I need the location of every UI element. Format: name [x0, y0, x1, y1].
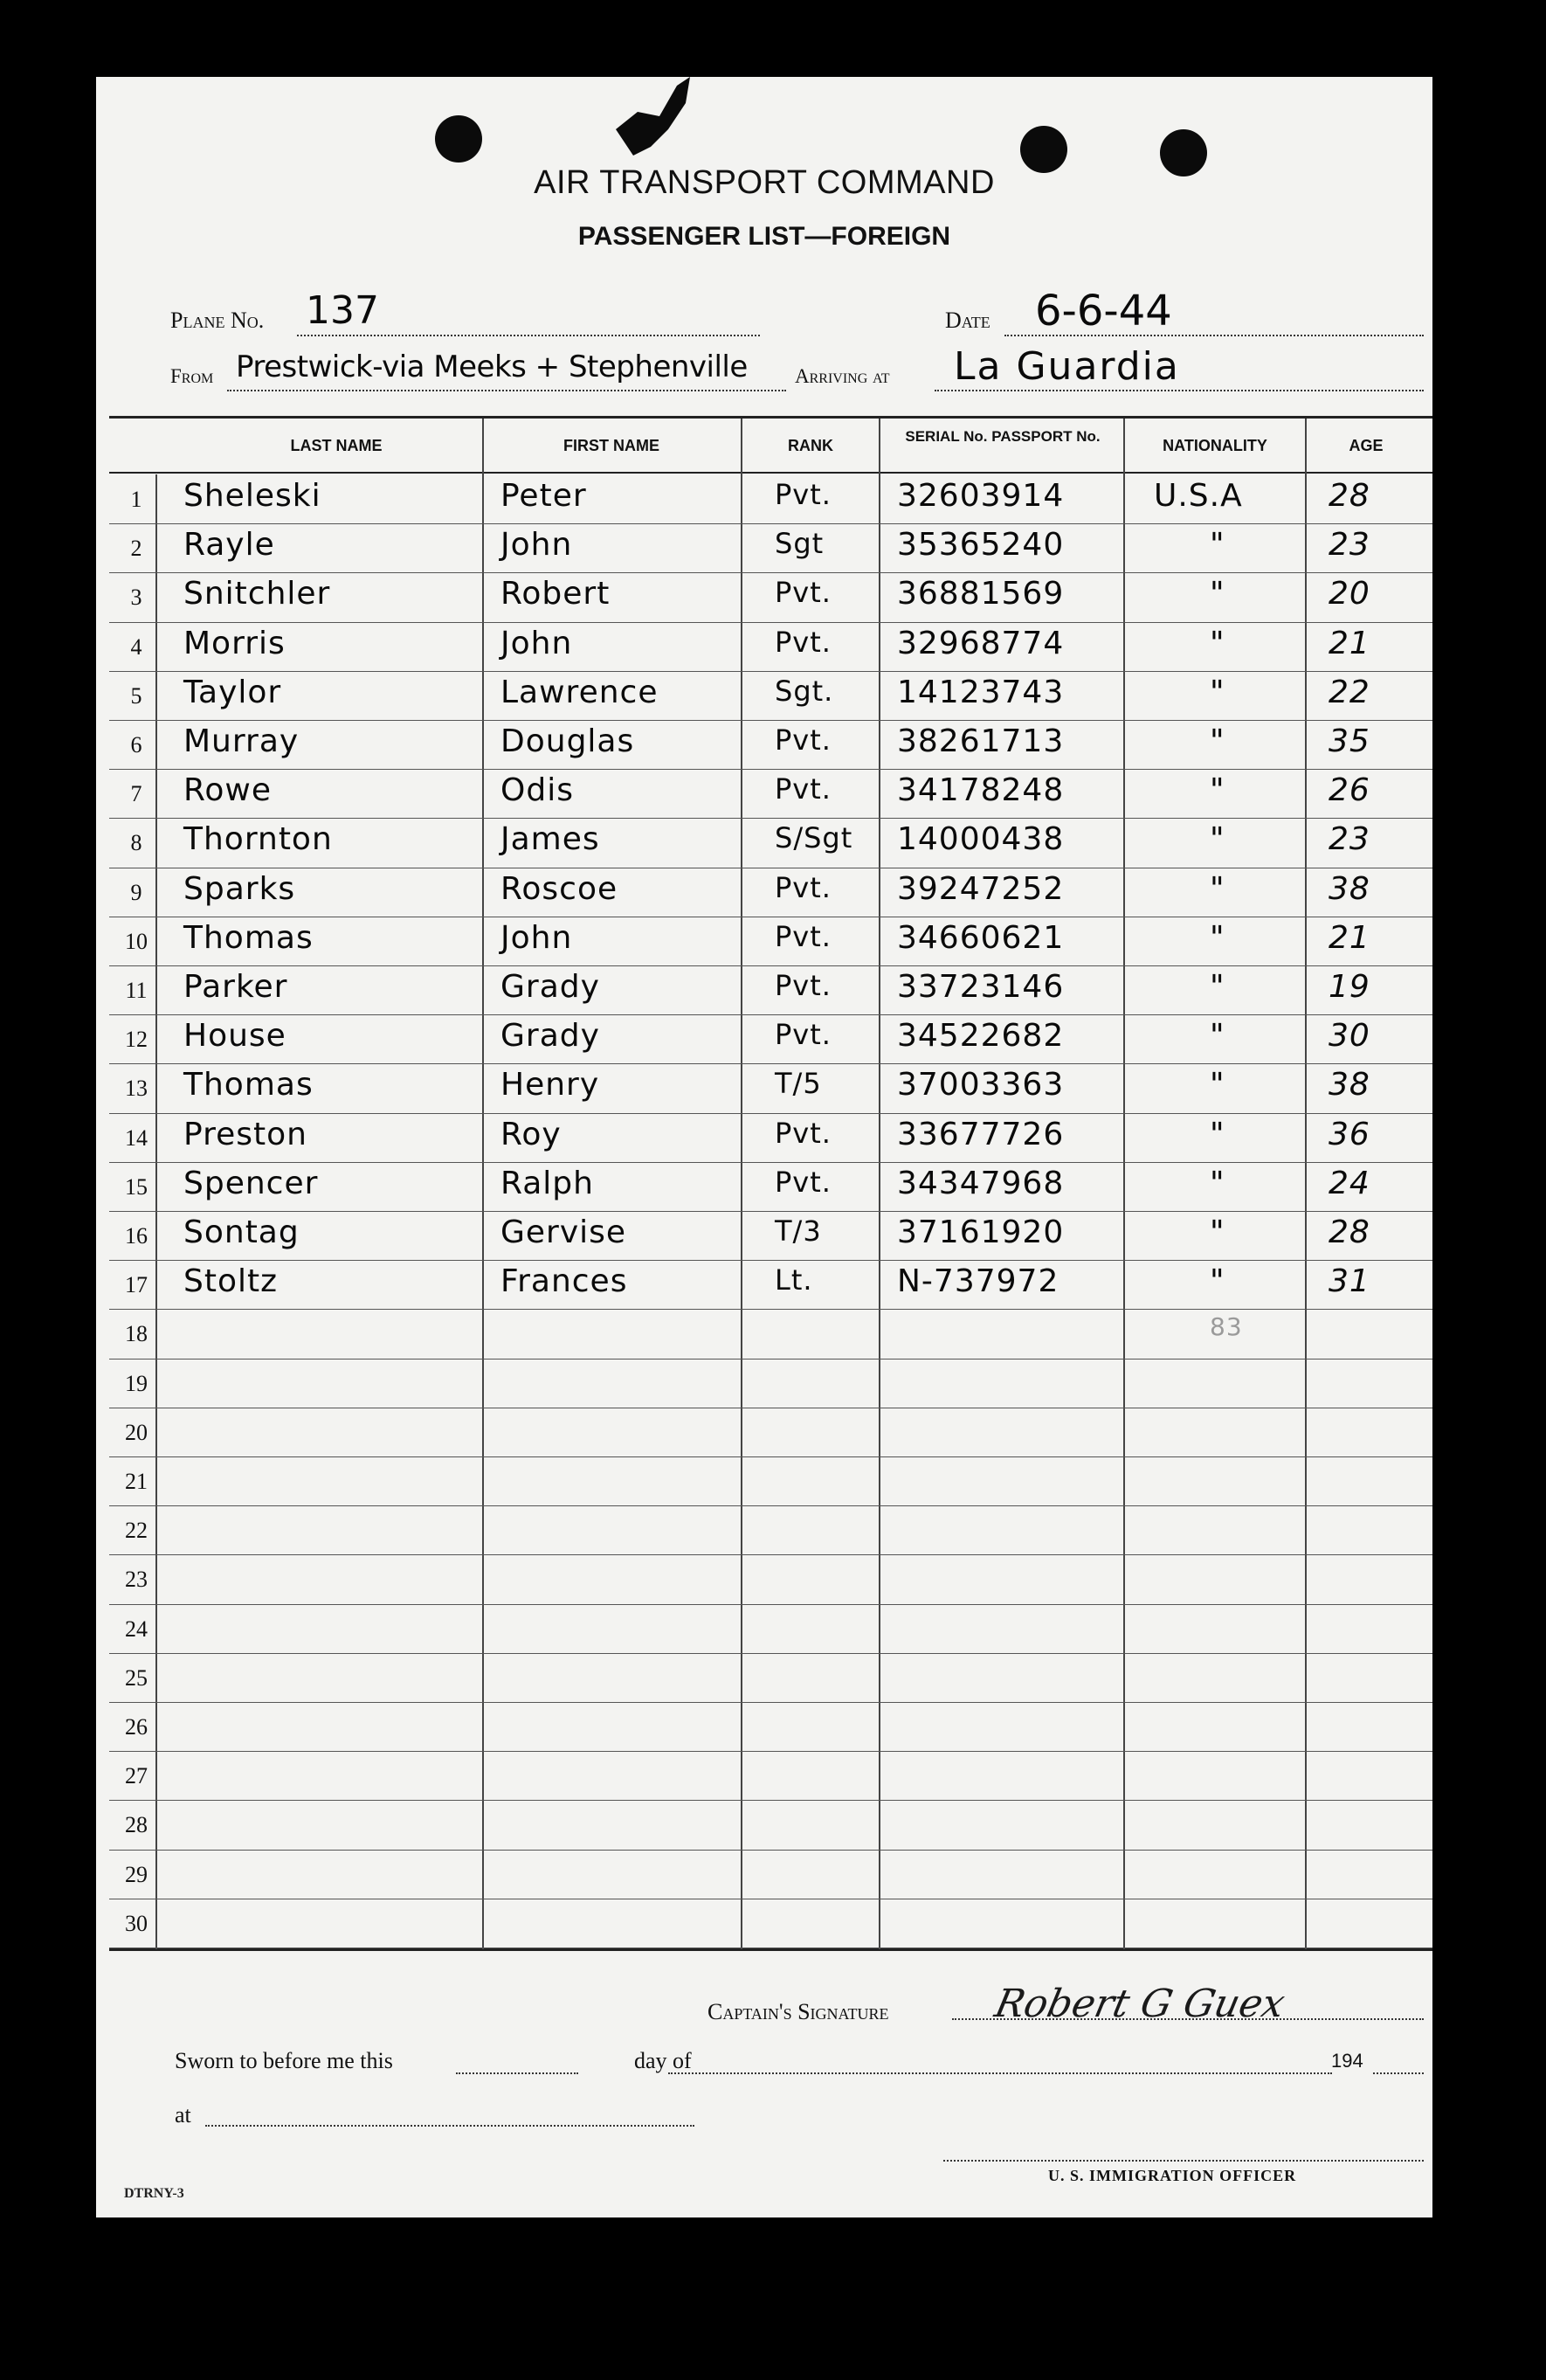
- table-row: [109, 818, 1432, 868]
- cell-rank: Pvt.: [775, 576, 832, 610]
- row-number: 3: [130, 585, 142, 611]
- cell-rank: T/3: [775, 1214, 822, 1248]
- table-row: [109, 965, 1432, 1015]
- row-number: 28: [125, 1812, 148, 1838]
- cell-age: 22: [1329, 674, 1370, 710]
- cell-first-name: John: [500, 625, 573, 661]
- cell-first-name: Frances: [500, 1263, 628, 1300]
- cell-age: 20: [1329, 576, 1370, 612]
- cell-nationality: ": [1210, 772, 1225, 809]
- cell-age: 21: [1329, 919, 1370, 956]
- form-code: DTRNY-3: [124, 2186, 184, 2201]
- officer-signature-line: [943, 2160, 1424, 2162]
- cell-last-name: Stoltz: [183, 1263, 279, 1300]
- cell-nationality: ": [1210, 527, 1225, 564]
- cell-rank: Pvt.: [775, 1116, 832, 1150]
- cell-last-name: Snitchler: [183, 576, 331, 612]
- immigration-officer-label: U. S. IMMIGRATION OFFICER: [1048, 2167, 1297, 2184]
- cell-serial-number: 14123743: [897, 674, 1065, 710]
- form-subtitle: PASSENGER LIST—FOREIGN: [577, 222, 951, 251]
- cell-serial-number: 32603914: [897, 478, 1065, 514]
- arriving-dotted-line: [935, 390, 1424, 391]
- form-title: AIR TRANSPORT COMMAND: [534, 164, 995, 201]
- row-number: 25: [125, 1664, 148, 1691]
- cell-serial-number: 34347968: [897, 1165, 1065, 1201]
- cell-nationality: ": [1210, 1067, 1225, 1104]
- sworn-label: Sworn to before me this: [175, 2048, 393, 2073]
- torn-corner-mark: [598, 77, 703, 164]
- captain-signature: Robert G Guex: [990, 1982, 1289, 2026]
- cell-last-name: House: [183, 1018, 286, 1055]
- row-number: 11: [125, 978, 148, 1003]
- table-row: [109, 523, 1432, 573]
- cell-rank: Pvt.: [775, 478, 832, 511]
- row-number: 13: [125, 1076, 148, 1102]
- cell-nationality: ": [1210, 1018, 1225, 1055]
- table-row: [109, 1751, 1432, 1801]
- cell-age: 24: [1329, 1165, 1370, 1201]
- cell-serial-number: N-737972: [897, 1263, 1059, 1300]
- row-number: 16: [125, 1223, 148, 1249]
- cell-rank: Pvt.: [775, 1018, 832, 1052]
- table-row: [109, 1309, 1432, 1359]
- cell-last-name: Thomas: [183, 919, 314, 956]
- table-row: [109, 474, 1432, 524]
- row-number: 20: [125, 1419, 148, 1445]
- table-row: [109, 868, 1432, 917]
- cell-first-name: Ralph: [500, 1165, 594, 1201]
- cell-age: 23: [1329, 527, 1370, 564]
- cell-serial-number: 32968774: [897, 625, 1065, 661]
- table-bottom-rule: [109, 1948, 1432, 1951]
- cell-first-name: Grady: [500, 969, 600, 1005]
- cell-last-name: Thomas: [183, 1067, 314, 1104]
- cell-serial-number: 35365240: [897, 527, 1065, 564]
- cell-serial-number: 39247252: [897, 870, 1065, 907]
- cell-nationality: ": [1210, 1214, 1225, 1250]
- date-value: 6-6-44: [1035, 287, 1172, 336]
- row-number: 1: [130, 487, 142, 512]
- cell-last-name: Sparks: [183, 870, 296, 907]
- cell-age: 38: [1329, 870, 1370, 907]
- row-number: 9: [130, 879, 142, 905]
- table-row: [109, 1899, 1432, 1948]
- table-row: [109, 1505, 1432, 1555]
- date-dotted-line: [1004, 335, 1424, 336]
- cell-first-name: Douglas: [500, 723, 635, 759]
- row-number: 18: [125, 1321, 148, 1347]
- table-row: [109, 1800, 1432, 1850]
- cell-rank: Pvt.: [775, 625, 832, 659]
- cell-rank: Sgt.: [775, 674, 834, 708]
- row-number: 6: [130, 732, 142, 758]
- cell-serial-number: 14000438: [897, 821, 1065, 858]
- cell-rank: Pvt.: [775, 969, 832, 1002]
- cell-age: 21: [1329, 625, 1370, 661]
- cell-last-name: Sheleski: [183, 478, 321, 514]
- cell-first-name: Roy: [500, 1116, 562, 1152]
- from-dotted-line: [227, 390, 786, 391]
- plane-label: Plane No.: [170, 308, 265, 333]
- punch-hole-left: [435, 115, 482, 163]
- arriving-label: Arriving at: [795, 365, 890, 387]
- cell-rank: Pvt.: [775, 772, 832, 806]
- cell-rank: T/5: [775, 1067, 822, 1101]
- table-header-rule: [109, 472, 1432, 474]
- cell-last-name: Preston: [183, 1116, 307, 1152]
- table-row: [109, 1604, 1432, 1654]
- row-number: 23: [125, 1567, 148, 1593]
- cell-first-name: Peter: [500, 478, 587, 514]
- cell-age: 19: [1329, 969, 1370, 1005]
- table-row: [109, 1014, 1432, 1064]
- cell-age: 26: [1329, 772, 1370, 809]
- col-header-rank: RANK: [788, 437, 833, 454]
- row-number: 26: [125, 1714, 148, 1740]
- passenger-list-form: [96, 77, 1432, 2217]
- cell-last-name: Thornton: [183, 821, 333, 858]
- cell-first-name: Lawrence: [500, 674, 659, 710]
- sworn-month-line: [668, 2072, 1332, 2074]
- cell-nationality: ": [1210, 576, 1225, 612]
- sworn-day-line: [456, 2072, 578, 2074]
- table-row: [109, 1408, 1432, 1457]
- from-label: From: [170, 365, 214, 387]
- plane-dotted-line: [297, 335, 760, 336]
- plane-number: 137: [306, 288, 379, 333]
- cell-last-name: Rowe: [183, 772, 273, 809]
- cell-nationality: ": [1210, 1116, 1225, 1152]
- cell-serial-number: 37161920: [897, 1214, 1065, 1250]
- table-row: [109, 1260, 1432, 1310]
- cell-first-name: Roscoe: [500, 870, 618, 907]
- cell-serial-number: 37003363: [897, 1067, 1065, 1104]
- table-row: [109, 1113, 1432, 1163]
- cell-nationality: ": [1210, 969, 1225, 1005]
- date-label: Date: [945, 308, 990, 333]
- row-number: 27: [125, 1763, 148, 1789]
- row-number: 24: [125, 1615, 148, 1642]
- captain-signature-label: Captain's Signature: [707, 1999, 889, 2024]
- cell-age: 31: [1329, 1263, 1370, 1300]
- table-row: [109, 917, 1432, 966]
- cell-serial-number: 34660621: [897, 919, 1065, 956]
- cell-last-name: Sontag: [183, 1214, 300, 1250]
- cell-rank: S/Sgt: [775, 821, 853, 855]
- table-row: [109, 671, 1432, 721]
- table-row: [109, 769, 1432, 819]
- table-row: [109, 720, 1432, 770]
- row-number: 12: [125, 1027, 148, 1053]
- row-number: 7: [130, 781, 142, 807]
- row-number: 29: [125, 1861, 148, 1887]
- cell-nationality: ": [1210, 723, 1225, 759]
- col-header-last-name: LAST NAME: [290, 437, 383, 454]
- table-top-rule: [109, 416, 1432, 419]
- cell-serial-number: 34178248: [897, 772, 1065, 809]
- cell-nationality: ": [1210, 919, 1225, 956]
- col-header-age: AGE: [1349, 437, 1384, 454]
- cell-age: 28: [1329, 1214, 1370, 1250]
- table-row: [109, 622, 1432, 672]
- table-row: [109, 1063, 1432, 1113]
- cell-nationality: ": [1210, 1165, 1225, 1201]
- cell-age: 30: [1329, 1018, 1370, 1055]
- cell-age: 35: [1329, 723, 1370, 759]
- at-line: [205, 2125, 694, 2127]
- col-header-serial: SERIAL No. PASSPORT No.: [905, 428, 1101, 445]
- at-label: at: [175, 2102, 191, 2127]
- cell-age: 28: [1329, 478, 1370, 514]
- cell-age: 36: [1329, 1116, 1370, 1152]
- col-header-nationality: NATIONALITY: [1163, 437, 1267, 454]
- table-row: [109, 1162, 1432, 1212]
- cell-nationality: ": [1210, 870, 1225, 907]
- cell-first-name: Gervise: [500, 1214, 627, 1250]
- row-number: 4: [130, 633, 142, 660]
- from-value: Prestwick-via Meeks + Stephenville: [236, 349, 748, 384]
- row-number: 14: [125, 1124, 148, 1151]
- cell-last-name: Parker: [183, 969, 288, 1005]
- cell-last-name: Spencer: [183, 1165, 319, 1201]
- day-of-label: day of: [634, 2048, 692, 2073]
- table-row: [109, 1653, 1432, 1703]
- row-number: 10: [125, 928, 148, 954]
- cell-first-name: John: [500, 527, 573, 564]
- table-row: [109, 1702, 1432, 1752]
- cell-serial-number: 33723146: [897, 969, 1065, 1005]
- cell-serial-number: 36881569: [897, 576, 1065, 612]
- row-number: 5: [130, 682, 142, 709]
- col-header-first-name: FIRST NAME: [563, 437, 659, 454]
- cell-serial-number: 34522682: [897, 1018, 1065, 1055]
- row-number: 19: [125, 1370, 148, 1396]
- cell-first-name: Robert: [500, 576, 611, 612]
- table-row: [109, 1850, 1432, 1899]
- row-number: 22: [125, 1518, 148, 1544]
- cell-nationality: ": [1210, 625, 1225, 661]
- cell-nationality: U.S.A: [1154, 478, 1243, 514]
- row-number: 17: [125, 1272, 148, 1298]
- cell-nationality: ": [1210, 674, 1225, 710]
- cell-first-name: James: [500, 821, 600, 858]
- cell-last-name: Taylor: [183, 674, 282, 710]
- cell-serial-number: 38261713: [897, 723, 1065, 759]
- cell-first-name: Grady: [500, 1018, 600, 1055]
- cell-last-name: Rayle: [183, 527, 275, 564]
- cell-rank: Pvt.: [775, 870, 832, 904]
- arriving-value: La Guardia: [954, 344, 1180, 389]
- table-row: [109, 572, 1432, 622]
- cell-last-name: Morris: [183, 625, 286, 661]
- row-number: 21: [125, 1469, 148, 1494]
- cell-rank: Lt.: [775, 1263, 813, 1297]
- row-number: 15: [125, 1173, 148, 1200]
- cell-first-name: John: [500, 919, 573, 956]
- table-row: [109, 1456, 1432, 1506]
- cell-rank: Sgt: [775, 527, 825, 561]
- cell-first-name: Odis: [500, 772, 574, 809]
- cell-rank: Pvt.: [775, 1165, 832, 1199]
- cell-nationality: ": [1210, 821, 1225, 858]
- row-number: 8: [130, 830, 142, 856]
- cell-nationality: ": [1210, 1263, 1225, 1300]
- cell-age: 23: [1329, 821, 1370, 858]
- table-row: [109, 1359, 1432, 1408]
- cell-nationality: 83: [1210, 1312, 1243, 1342]
- row-number: 30: [125, 1910, 148, 1936]
- cell-rank: Pvt.: [775, 919, 832, 953]
- table-row: [109, 1211, 1432, 1261]
- table-row: [109, 1554, 1432, 1604]
- row-number: 2: [130, 536, 142, 562]
- cell-last-name: Murray: [183, 723, 300, 759]
- cell-serial-number: 33677726: [897, 1116, 1065, 1152]
- cell-age: 38: [1329, 1067, 1370, 1104]
- year-line: [1373, 2072, 1424, 2074]
- cell-first-name: Henry: [500, 1067, 600, 1104]
- cell-rank: Pvt.: [775, 723, 832, 757]
- year-label: 194: [1331, 2050, 1363, 2072]
